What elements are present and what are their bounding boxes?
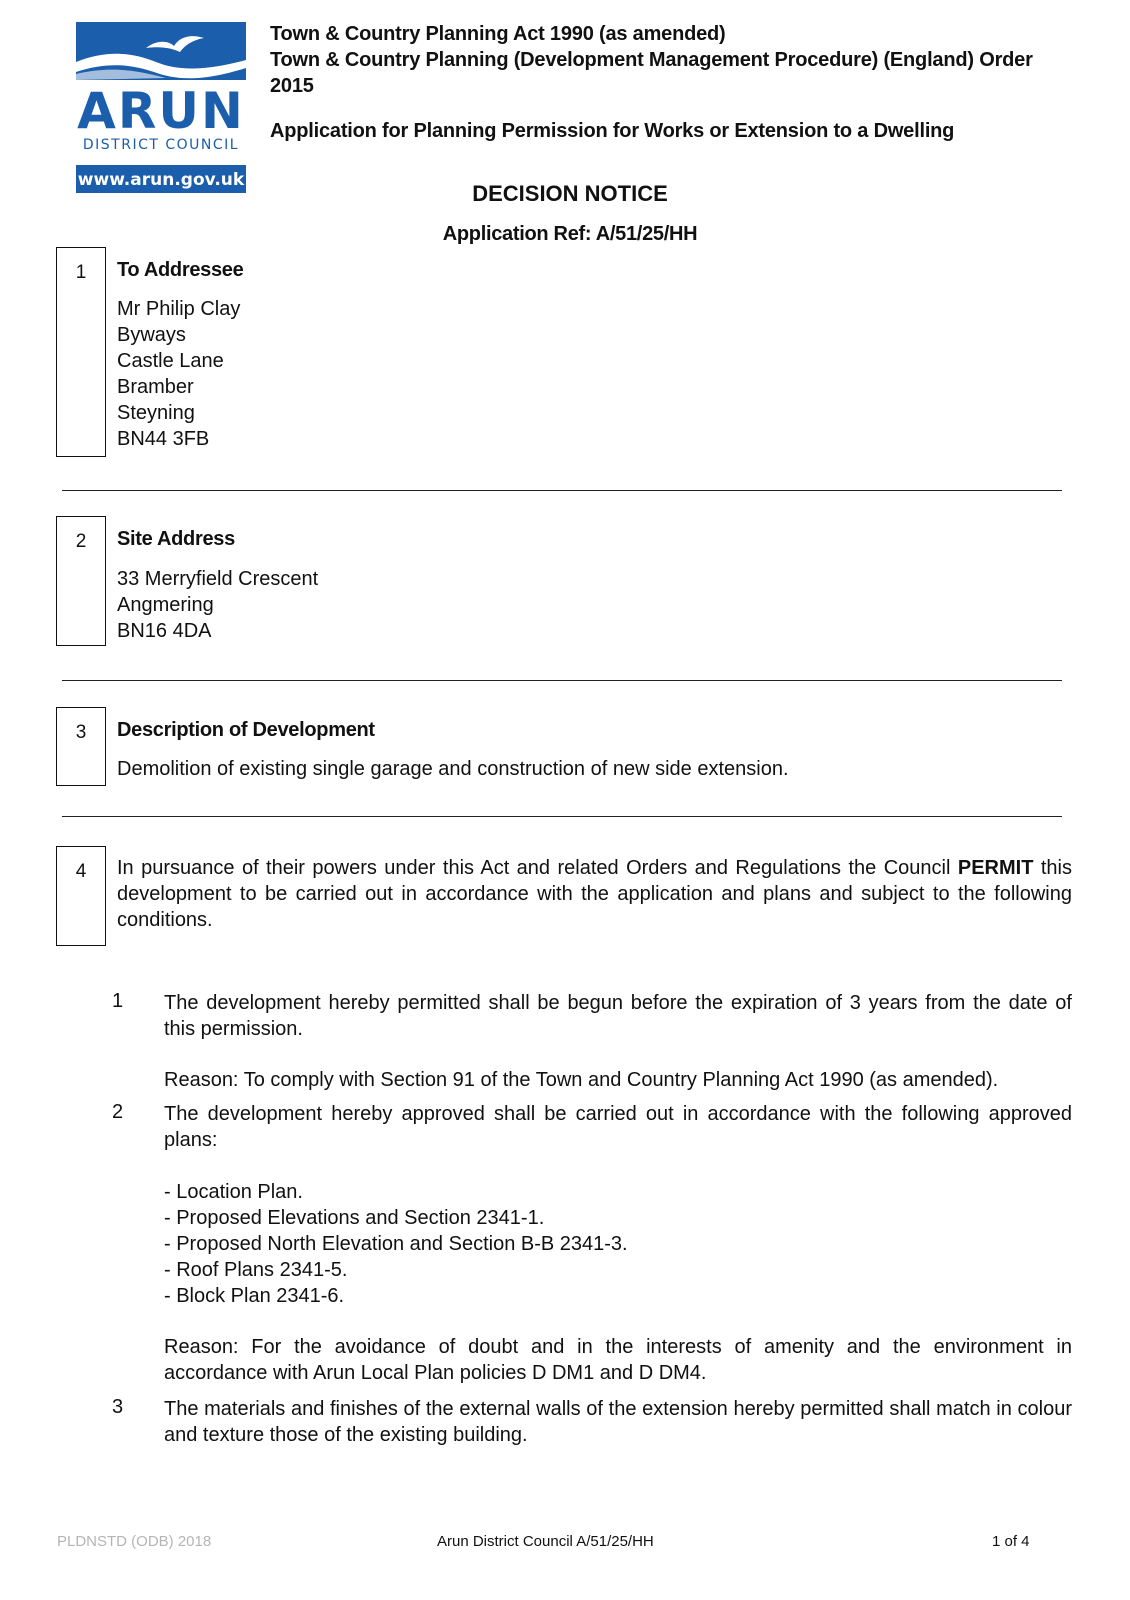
section-number-2: 2	[56, 516, 106, 646]
address-line: Byways	[117, 324, 186, 346]
condition-2-text: The development hereby approved shall be carried out in accordance with the following approved plans:	[164, 1103, 1072, 1151]
list-item: - Block Plan 2341-6.	[164, 1285, 345, 1307]
list-item: - Proposed North Elevation and Section B-B 2341-3.	[164, 1233, 628, 1255]
condition-number-2: 2	[112, 1101, 124, 1123]
condition-1-text: The development hereby permitted shall be begun before the expiration of 3 years from the date of this permission.	[164, 992, 1072, 1040]
application-type: Application for Planning Permission for Works or Extension to a Dwelling	[270, 120, 955, 142]
address-line: 33 Merryfield Crescent	[117, 568, 319, 590]
arun-logo	[76, 22, 248, 195]
footer-reference: Arun District Council A/51/25/HH	[437, 1533, 654, 1550]
divider	[62, 816, 1062, 817]
address-line: BN44 3FB	[117, 428, 210, 450]
address-line: Castle Lane	[117, 350, 224, 372]
site-title: Site Address	[117, 528, 235, 550]
decision-text-after: this development to be carried out in accordance with the application and plans and subject to the following conditions.	[117, 857, 1072, 931]
decision-word: PERMIT	[957, 857, 1034, 879]
divider	[62, 680, 1062, 681]
addressee-lines	[117, 296, 240, 452]
condition-3-text: The materials and finishes of the external walls of the extension hereby permitted shall match in colour and texture those of the existing building.	[164, 1398, 1072, 1446]
section-number-1: 1	[56, 247, 106, 457]
logo-name: ARUN	[77, 82, 245, 140]
address-line: Mr Philip Clay	[117, 298, 241, 320]
condition-1-reason: Reason: To comply with Section 91 of the Town and Country Planning Act 1990 (as amended).	[164, 1069, 999, 1091]
description-title: Description of Development	[117, 719, 375, 741]
logo-subtitle: DISTRICT COUNCIL	[82, 137, 240, 153]
approved-plans-list	[164, 1179, 1072, 1309]
decision-paragraph	[117, 855, 1072, 933]
description-text: Demolition of existing single garage and construction of new side extension.	[117, 758, 789, 780]
logo-graphic	[76, 22, 248, 195]
order-title: Town & Country Planning (Development Management Procedure) (England) Order	[270, 49, 1033, 71]
act-title: Town & Country Planning Act 1990 (as amended)	[270, 23, 726, 45]
condition-2-reason: Reason: For the avoidance of doubt and in the interests of amenity and the environment in accordance with Arun Local Plan policies D DM1 and D DM4.	[164, 1336, 1072, 1384]
footer-form-code: PLDNSTD (ODB) 2018	[57, 1533, 212, 1550]
list-item: - Location Plan.	[164, 1181, 303, 1203]
logo-website: www.arun.gov.uk	[77, 170, 245, 190]
address-line: Angmering	[117, 594, 214, 616]
condition-number-1: 1	[112, 990, 124, 1012]
section-number-4: 4	[56, 846, 106, 946]
footer-page-number: 1 of 4	[992, 1533, 1030, 1550]
application-ref: Application Ref: A/51/25/HH	[442, 223, 698, 245]
section-number-3: 3	[56, 707, 106, 786]
addressee-title: To Addressee	[117, 259, 244, 281]
condition-number-3: 3	[112, 1396, 124, 1418]
order-year: 2015	[270, 75, 314, 97]
list-item: - Roof Plans 2341-5.	[164, 1259, 348, 1281]
notice-title: DECISION NOTICE	[472, 181, 668, 206]
site-lines	[117, 566, 318, 644]
address-line: Steyning	[117, 402, 195, 424]
divider	[62, 490, 1062, 491]
list-item: - Proposed Elevations and Section 2341-1.	[164, 1207, 545, 1229]
address-line: Bramber	[117, 376, 194, 398]
decision-text-before: In pursuance of their powers under this Act and related Orders and Regulations the Council	[117, 857, 958, 879]
address-line: BN16 4DA	[117, 620, 212, 642]
